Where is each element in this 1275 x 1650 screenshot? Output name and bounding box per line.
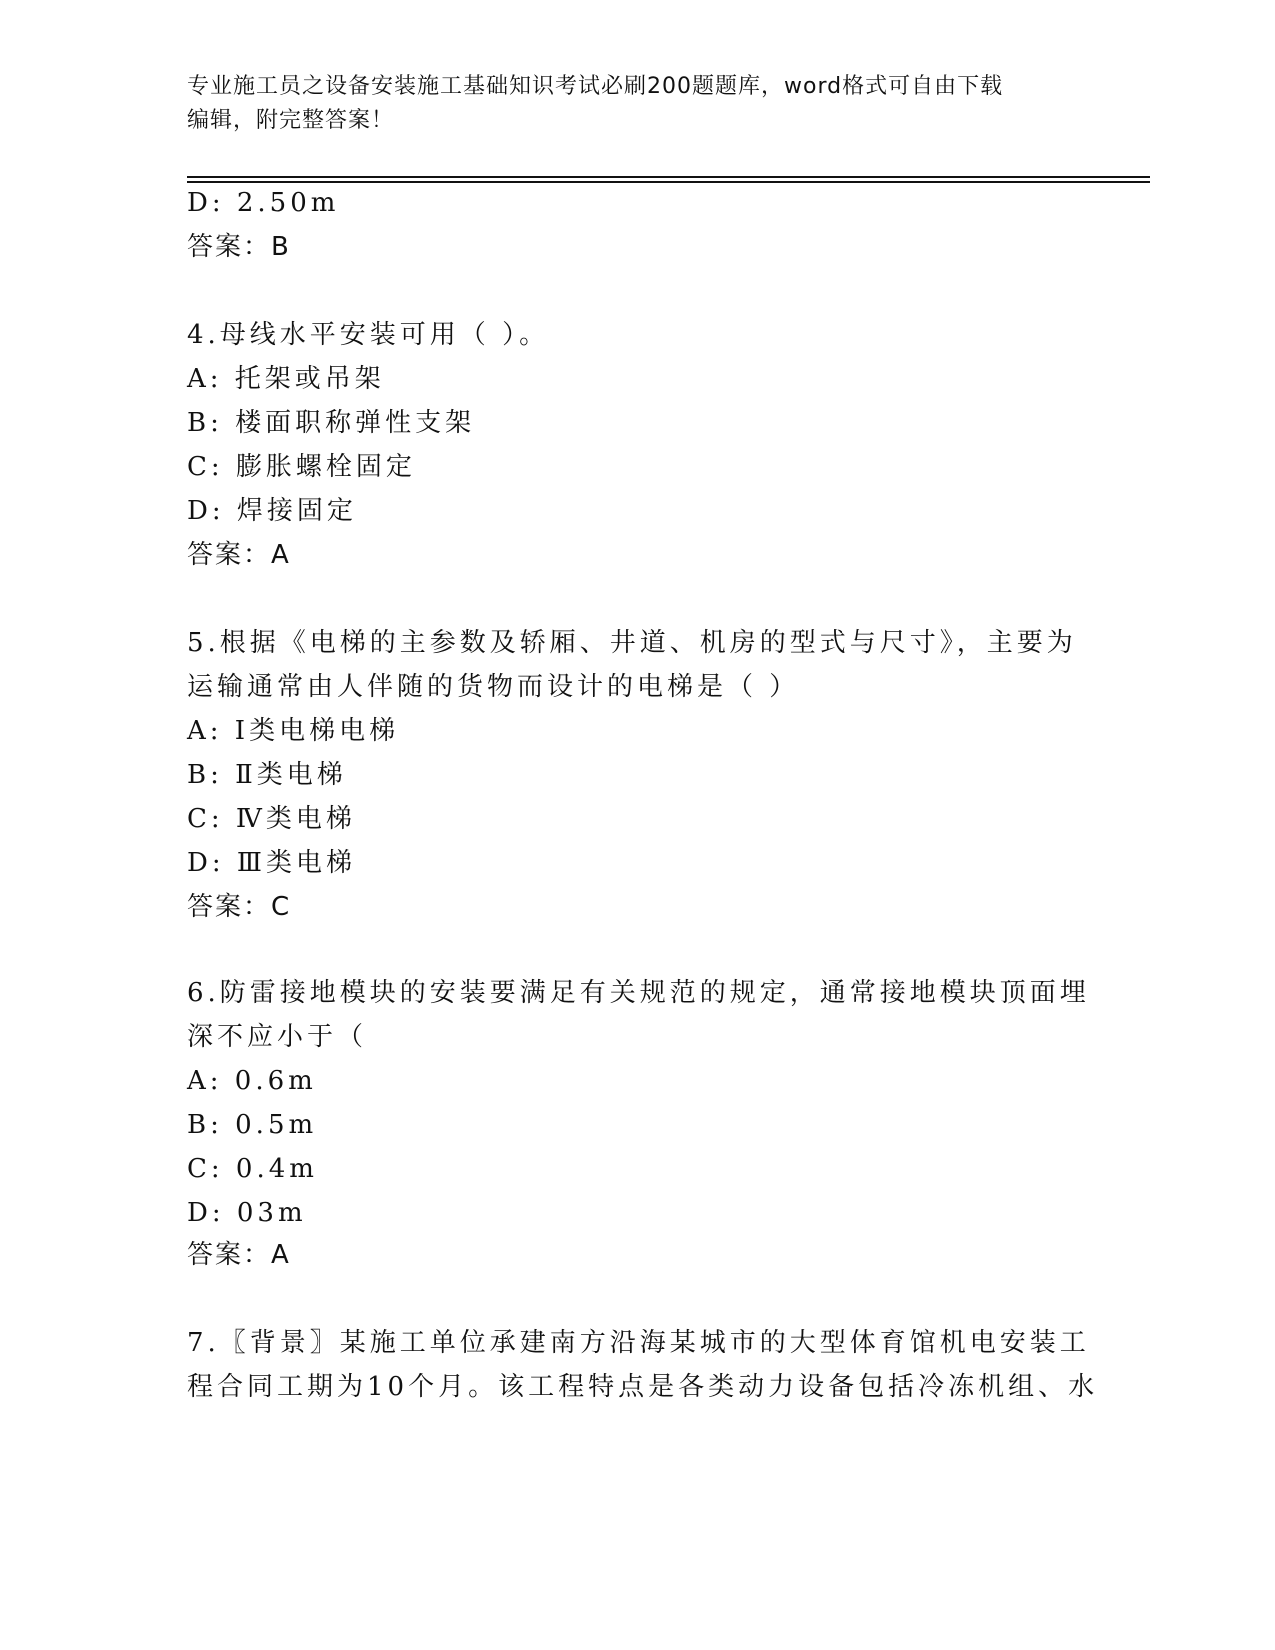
q6-option-d: D: 03m bbox=[187, 1198, 307, 1228]
q6-option-c: C: 0.4m bbox=[187, 1154, 318, 1184]
header-title-line-1: 专业施工员之设备安装施工基础知识考试必刷200题题库，word格式可自由下载 bbox=[187, 74, 1004, 99]
q3-answer: 答案：B bbox=[187, 232, 291, 262]
q6-answer: 答案：A bbox=[187, 1240, 291, 1270]
q5-option-d: D: Ⅲ类电梯 bbox=[187, 848, 356, 878]
q5-option-c: C: Ⅳ类电梯 bbox=[187, 804, 356, 834]
header-title-line-2: 编辑，附完整答案！ bbox=[187, 108, 395, 133]
header-divider-bottom bbox=[187, 181, 1150, 183]
q4-stem: 4.母线水平安装可用（ ）。 bbox=[187, 320, 550, 350]
q5-option-b: B: Ⅱ类电梯 bbox=[187, 760, 347, 790]
q6-stem-line-2: 深不应小于（ bbox=[187, 1022, 368, 1052]
q7-stem-line-2: 程合同工期为10个月。该工程特点是各类动力设备包括冷冻机组、水 bbox=[187, 1372, 1099, 1402]
q7-stem-line-1: 7.〖背景〗某施工单位承建南方沿海某城市的大型体育馆机电安装工 bbox=[187, 1328, 1090, 1358]
q4-option-b: B: 楼面职称弹性支架 bbox=[187, 408, 476, 438]
q4-option-a: A: 托架或吊架 bbox=[187, 364, 385, 394]
q4-option-d: D: 焊接固定 bbox=[187, 496, 357, 526]
q4-option-c: C: 膨胀螺栓固定 bbox=[187, 452, 416, 482]
q6-option-a: A: 0.6m bbox=[187, 1066, 317, 1096]
header-divider-top bbox=[187, 176, 1150, 178]
q6-stem-line-1: 6.防雷接地模块的安装要满足有关规范的规定，通常接地模块顶面埋 bbox=[187, 978, 1090, 1008]
q5-option-a: A: Ⅰ类电梯电梯 bbox=[187, 716, 400, 746]
q3-option-d: D: 2.50m bbox=[187, 188, 340, 218]
q4-answer: 答案：A bbox=[187, 540, 291, 570]
q5-stem-line-1: 5.根据《电梯的主参数及轿厢、井道、机房的型式与尺寸》，主要为 bbox=[187, 628, 1077, 658]
q5-stem-line-2: 运输通常由人伴随的货物而设计的电梯是（ ） bbox=[187, 672, 800, 702]
q5-answer: 答案：C bbox=[187, 892, 292, 922]
q6-option-b: B: 0.5m bbox=[187, 1110, 318, 1140]
document-header bbox=[187, 70, 1087, 138]
